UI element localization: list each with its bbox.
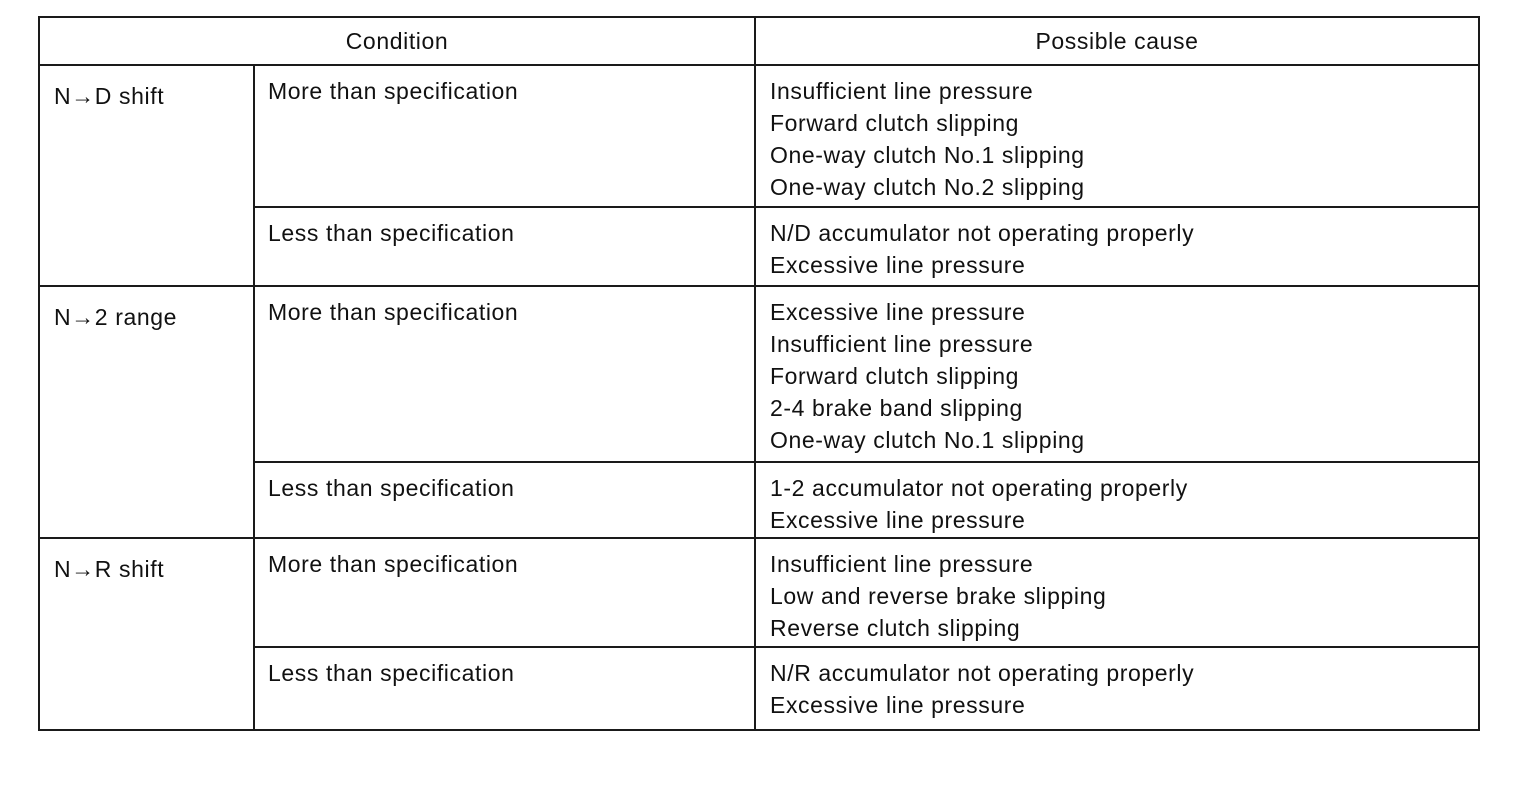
table-row [39, 538, 1479, 647]
cause-cell [755, 538, 1479, 647]
cause-cell [755, 286, 1479, 462]
condition-label: More than specification [268, 299, 519, 325]
condition-label: Less than specification [268, 220, 515, 246]
shift-cell [39, 538, 254, 730]
cause-item: N/R accumulator not operating properly [770, 660, 1195, 686]
condition-label: Less than specification [268, 475, 515, 501]
condition-cell [254, 286, 755, 462]
table-row [39, 286, 1479, 462]
cause-item: One-way clutch No.1 slipping [770, 142, 1085, 168]
diagnosis-table [38, 16, 1480, 731]
condition-cell [254, 65, 755, 207]
condition-label: More than specification [268, 78, 519, 104]
table-row [39, 65, 1479, 207]
shift-label: N→R shift [54, 556, 165, 582]
condition-cell [254, 207, 755, 286]
shift-label: N→D shift [54, 83, 165, 109]
header-condition: Condition [39, 17, 755, 65]
cause-item: Low and reverse brake slipping [770, 583, 1107, 609]
condition-cell [254, 538, 755, 647]
table-header-row [39, 17, 1479, 65]
condition-cell [254, 462, 755, 538]
cause-item: One-way clutch No.1 slipping [770, 427, 1085, 453]
table-row [39, 207, 1479, 286]
cause-cell [755, 207, 1479, 286]
shift-cell [39, 286, 254, 538]
cause-item: Forward clutch slipping [770, 363, 1020, 389]
cause-item: 2-4 brake band slipping [770, 395, 1023, 421]
condition-label: Less than specification [268, 660, 515, 686]
cause-item: Excessive line pressure [770, 252, 1026, 278]
cause-cell [755, 65, 1479, 207]
cause-item: Forward clutch slipping [770, 110, 1020, 136]
cause-item: Reverse clutch slipping [770, 615, 1021, 641]
cause-item: Insufficient line pressure [770, 331, 1034, 357]
cause-cell [755, 462, 1479, 538]
table-row [39, 462, 1479, 538]
cause-item: Insufficient line pressure [770, 551, 1034, 577]
condition-cell [254, 647, 755, 730]
cause-item: One-way clutch No.2 slipping [770, 174, 1085, 200]
cause-item: 1-2 accumulator not operating properly [770, 475, 1188, 501]
table-row [39, 647, 1479, 730]
condition-label: More than specification [268, 551, 519, 577]
shift-cell [39, 65, 254, 286]
cause-item: N/D accumulator not operating properly [770, 220, 1195, 246]
cause-item: Excessive line pressure [770, 507, 1026, 533]
shift-label: N→2 range [54, 304, 178, 330]
cause-item: Excessive line pressure [770, 692, 1026, 718]
cause-item: Excessive line pressure [770, 299, 1026, 325]
header-possible-cause: Possible cause [755, 17, 1479, 65]
cause-cell [755, 647, 1479, 730]
cause-item: Insufficient line pressure [770, 78, 1034, 104]
